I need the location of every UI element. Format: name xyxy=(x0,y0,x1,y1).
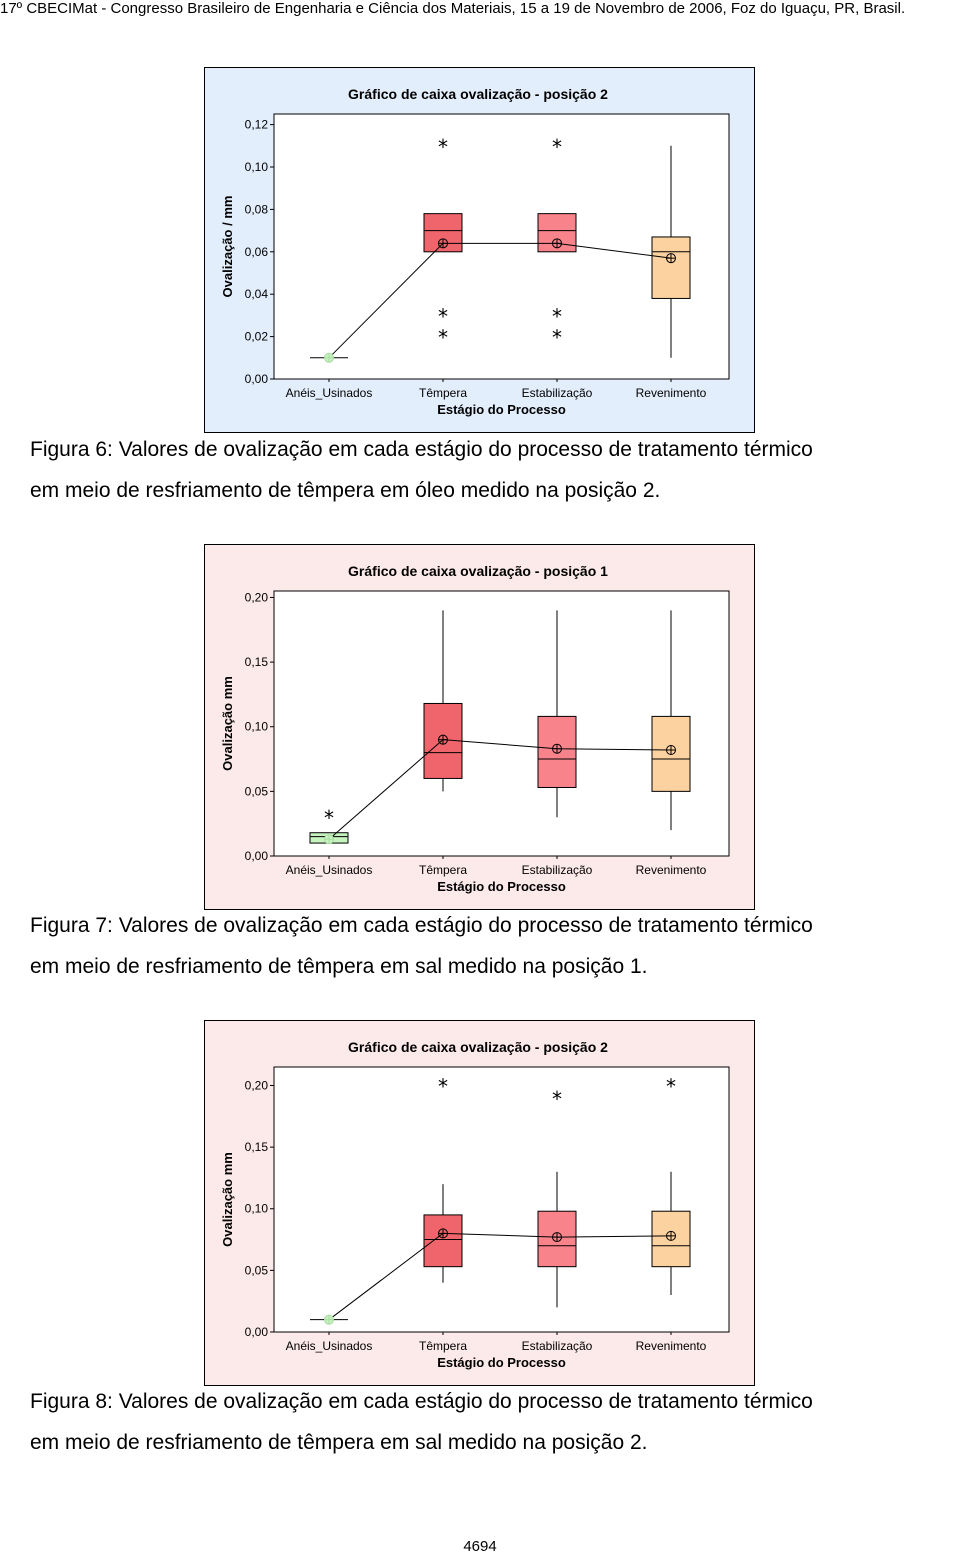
mean-symbol xyxy=(439,735,448,744)
figure-8-caption xyxy=(30,1381,940,1463)
boxplot-chart-2 xyxy=(204,1020,755,1386)
outlier-marker: * xyxy=(438,134,448,159)
mean-symbol xyxy=(553,239,562,248)
mean-symbol xyxy=(667,746,676,755)
outlier-marker: * xyxy=(438,325,448,350)
x-axis-label: Estágio do Processo xyxy=(437,1355,566,1370)
mean-symbol xyxy=(553,1233,562,1242)
y-tick-label: 0,06 xyxy=(244,244,268,259)
y-axis-label: Ovalização mm xyxy=(220,676,235,771)
x-tick-label: Estabilização xyxy=(521,863,593,877)
page-number: 4694 xyxy=(463,1538,497,1555)
x-tick-label: Estabilização xyxy=(521,386,593,400)
mean-symbol xyxy=(325,835,334,844)
figure-7-chart xyxy=(204,544,755,910)
mean-symbol xyxy=(439,239,448,248)
figure-6-caption xyxy=(30,429,940,511)
outlier-marker: * xyxy=(438,304,448,329)
outlier-marker: * xyxy=(666,1074,676,1099)
outlier-marker: * xyxy=(438,1074,448,1099)
x-tick-label: Anéis_Usinados xyxy=(285,386,373,400)
outlier-marker: * xyxy=(552,325,562,350)
y-tick-label: 0,10 xyxy=(244,160,268,174)
box xyxy=(424,1215,462,1267)
y-tick-label: 0,05 xyxy=(244,1263,268,1278)
y-tick-label: 0,05 xyxy=(244,784,268,799)
x-tick-label: Anéis_Usinados xyxy=(285,863,373,877)
y-tick-label: 0,15 xyxy=(244,1140,268,1155)
caption-line-2: em meio de resfriamento de têmpera em sal medido na posição 2. xyxy=(30,1431,648,1454)
x-tick-label: Têmpera xyxy=(418,386,468,400)
box xyxy=(652,237,690,298)
y-tick-label: 0,04 xyxy=(244,287,268,302)
y-axis-label: Ovalização / mm xyxy=(220,195,235,298)
figure-7-caption xyxy=(30,905,940,987)
x-tick-label: Estabilização xyxy=(521,1339,593,1353)
y-tick-label: 0,15 xyxy=(244,655,268,670)
y-tick-label: 0,00 xyxy=(244,1325,268,1339)
mean-symbol xyxy=(553,744,562,753)
y-axis-label: Ovalização mm xyxy=(220,1152,235,1247)
mean-symbol xyxy=(667,254,676,263)
caption-line-1: Figura 7: Valores de ovalização em cada estágio do processo de tratamento térmico xyxy=(30,914,813,937)
figure-8-chart xyxy=(204,1020,755,1386)
x-tick-label: Têmpera xyxy=(418,863,468,877)
y-tick-label: 0,02 xyxy=(244,329,268,344)
y-tick-label: 0,10 xyxy=(244,719,268,734)
caption-line-1: Figura 8: Valores de ovalização em cada estágio do processo de tratamento térmico xyxy=(30,1390,813,1413)
chart-title: Gráfico de caixa ovalização - posição 1 xyxy=(348,563,608,579)
y-tick-label: 0,10 xyxy=(244,1201,268,1216)
chart-title: Gráfico de caixa ovalização - posição 2 xyxy=(348,1039,608,1055)
figure-6-chart xyxy=(204,67,755,433)
x-tick-label: Revenimento xyxy=(635,1339,707,1353)
outlier-marker: * xyxy=(552,304,562,329)
boxplot-chart-1 xyxy=(204,544,755,910)
mean-symbol xyxy=(439,1229,448,1238)
y-tick-label: 0,00 xyxy=(244,372,268,386)
y-tick-label: 0,08 xyxy=(244,202,268,217)
mean-symbol xyxy=(325,1315,334,1324)
page-header: 17º CBECIMat - Congresso Brasileiro de Engenharia e Ciência dos Materiais, 15 a 19 de Novembro de 2006, Foz do Iguaçu, PR, Brasil. xyxy=(0,0,906,17)
x-axis-label: Estágio do Processo xyxy=(437,402,566,417)
mean-symbol xyxy=(325,353,334,362)
plot-area xyxy=(274,1067,729,1332)
y-tick-label: 0,12 xyxy=(244,117,268,132)
y-tick-label: 0,20 xyxy=(244,1078,268,1093)
outlier-marker: * xyxy=(324,806,334,831)
x-axis-label: Estágio do Processo xyxy=(437,879,566,894)
y-tick-label: 0,00 xyxy=(244,849,268,863)
x-tick-label: Anéis_Usinados xyxy=(285,1339,373,1353)
outlier-marker: * xyxy=(552,134,562,159)
caption-line-2: em meio de resfriamento de têmpera em sal medido na posição 1. xyxy=(30,955,648,978)
x-tick-label: Têmpera xyxy=(418,1339,468,1353)
outlier-marker: * xyxy=(552,1086,562,1111)
caption-line-2: em meio de resfriamento de têmpera em óleo medido na posição 2. xyxy=(30,479,661,502)
caption-line-1: Figura 6: Valores de ovalização em cada estágio do processo de tratamento térmico xyxy=(30,438,813,461)
chart-title: Gráfico de caixa ovalização - posição 2 xyxy=(348,86,608,102)
x-tick-label: Revenimento xyxy=(635,386,707,400)
y-tick-label: 0,20 xyxy=(244,590,268,605)
mean-symbol xyxy=(667,1231,676,1240)
boxplot-chart-0 xyxy=(204,67,755,433)
x-tick-label: Revenimento xyxy=(635,863,707,877)
